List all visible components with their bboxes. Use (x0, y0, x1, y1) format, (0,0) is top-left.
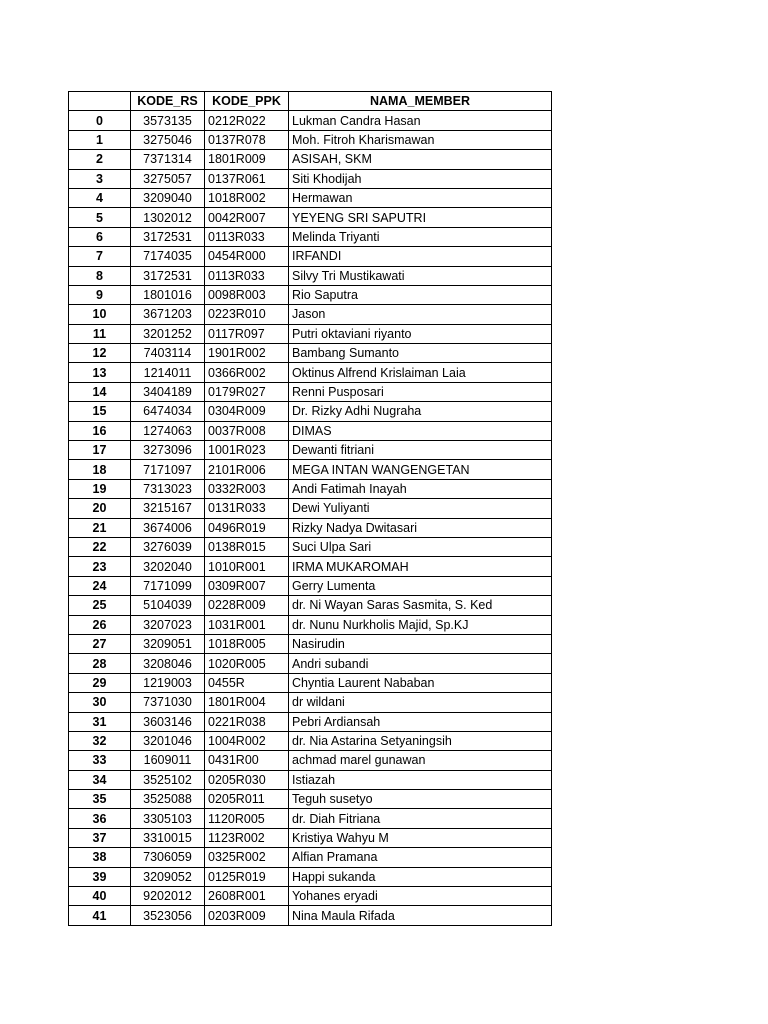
cell-index: 30 (69, 693, 131, 712)
table-row (69, 169, 552, 188)
table-row (69, 247, 552, 266)
cell-kode-rs: 7403114 (131, 344, 205, 363)
cell-kode-rs: 3209052 (131, 867, 205, 886)
cell-index: 9 (69, 285, 131, 304)
cell-kode-rs: 3209051 (131, 634, 205, 653)
cell-kode-rs: 5104039 (131, 596, 205, 615)
cell-index: 5 (69, 208, 131, 227)
cell-nama-member: Dewi Yuliyanti (289, 499, 552, 518)
cell-kode-ppk: 0137R061 (205, 169, 289, 188)
table-row (69, 266, 552, 285)
cell-index: 31 (69, 712, 131, 731)
cell-nama-member: dr wildani (289, 693, 552, 712)
cell-kode-ppk: 0496R019 (205, 518, 289, 537)
table-row (69, 285, 552, 304)
cell-index: 13 (69, 363, 131, 382)
cell-index: 34 (69, 770, 131, 789)
cell-kode-ppk: 0223R010 (205, 305, 289, 324)
cell-nama-member: Melinda Triyanti (289, 227, 552, 246)
cell-kode-rs: 7371030 (131, 693, 205, 712)
table-row (69, 227, 552, 246)
cell-nama-member: Happi sukanda (289, 867, 552, 886)
cell-nama-member: IRMA MUKAROMAH (289, 557, 552, 576)
table-row (69, 770, 552, 789)
cell-kode-rs: 3201252 (131, 324, 205, 343)
cell-kode-ppk: 0117R097 (205, 324, 289, 343)
cell-nama-member: dr. Nia Astarina Setyaningsih (289, 731, 552, 750)
cell-nama-member: Dewanti fitriani (289, 441, 552, 460)
header-kode-ppk: KODE_PPK (205, 92, 289, 111)
table-row (69, 557, 552, 576)
member-table (68, 91, 552, 926)
cell-nama-member: Andri subandi (289, 654, 552, 673)
cell-kode-rs: 3404189 (131, 382, 205, 401)
cell-nama-member: Suci Ulpa Sari (289, 537, 552, 556)
cell-kode-rs: 3215167 (131, 499, 205, 518)
cell-kode-rs: 1219003 (131, 673, 205, 692)
cell-kode-ppk: 0332R003 (205, 479, 289, 498)
cell-index: 33 (69, 751, 131, 770)
table-row (69, 654, 552, 673)
table-row (69, 460, 552, 479)
table-row (69, 751, 552, 770)
cell-nama-member: dr. Nunu Nurkholis Majid, Sp.KJ (289, 615, 552, 634)
cell-kode-rs: 3172531 (131, 266, 205, 285)
cell-index: 8 (69, 266, 131, 285)
cell-nama-member: Nasirudin (289, 634, 552, 653)
cell-nama-member: Silvy Tri Mustikawati (289, 266, 552, 285)
cell-kode-ppk: 1031R001 (205, 615, 289, 634)
cell-kode-rs: 3172531 (131, 227, 205, 246)
cell-nama-member: achmad marel gunawan (289, 751, 552, 770)
cell-kode-ppk: 0309R007 (205, 576, 289, 595)
cell-nama-member: Gerry Lumenta (289, 576, 552, 595)
cell-kode-rs: 3202040 (131, 557, 205, 576)
table-row (69, 188, 552, 207)
table-row (69, 790, 552, 809)
cell-nama-member: Oktinus Alfrend Krislaiman Laia (289, 363, 552, 382)
cell-nama-member: MEGA INTAN WANGENGETAN (289, 460, 552, 479)
cell-index: 40 (69, 887, 131, 906)
cell-index: 36 (69, 809, 131, 828)
cell-kode-rs: 1801016 (131, 285, 205, 304)
table-row (69, 537, 552, 556)
table-row (69, 130, 552, 149)
cell-kode-rs: 3273096 (131, 441, 205, 460)
table-row (69, 344, 552, 363)
cell-index: 11 (69, 324, 131, 343)
cell-nama-member: dr. Diah Fitriana (289, 809, 552, 828)
cell-kode-ppk: 1018R005 (205, 634, 289, 653)
table-row (69, 382, 552, 401)
cell-kode-ppk: 0205R011 (205, 790, 289, 809)
cell-kode-rs: 3671203 (131, 305, 205, 324)
table-row (69, 596, 552, 615)
cell-index: 6 (69, 227, 131, 246)
table-row (69, 402, 552, 421)
cell-kode-ppk: 0304R009 (205, 402, 289, 421)
table-row (69, 441, 552, 460)
cell-kode-ppk: 1004R002 (205, 731, 289, 750)
cell-index: 18 (69, 460, 131, 479)
cell-kode-rs: 3674006 (131, 518, 205, 537)
cell-nama-member: Jason (289, 305, 552, 324)
cell-kode-ppk: 1801R004 (205, 693, 289, 712)
cell-kode-rs: 3208046 (131, 654, 205, 673)
cell-kode-rs: 3305103 (131, 809, 205, 828)
cell-kode-ppk: 0138R015 (205, 537, 289, 556)
cell-index: 22 (69, 537, 131, 556)
cell-kode-ppk: 1018R002 (205, 188, 289, 207)
cell-kode-ppk: 0221R038 (205, 712, 289, 731)
table-row (69, 693, 552, 712)
cell-nama-member: YEYENG SRI SAPUTRI (289, 208, 552, 227)
table-row (69, 305, 552, 324)
cell-index: 38 (69, 848, 131, 867)
cell-kode-rs: 3275057 (131, 169, 205, 188)
cell-kode-ppk: 0366R002 (205, 363, 289, 382)
cell-nama-member: Moh. Fitroh Kharismawan (289, 130, 552, 149)
cell-index: 29 (69, 673, 131, 692)
cell-index: 24 (69, 576, 131, 595)
cell-nama-member: Dr. Rizky Adhi Nugraha (289, 402, 552, 421)
cell-kode-ppk: 0205R030 (205, 770, 289, 789)
cell-kode-ppk: 0228R009 (205, 596, 289, 615)
cell-index: 15 (69, 402, 131, 421)
cell-nama-member: ASISAH, SKM (289, 150, 552, 169)
cell-nama-member: Nina Maula Rifada (289, 906, 552, 925)
table-row (69, 421, 552, 440)
cell-kode-ppk: 0113R033 (205, 266, 289, 285)
cell-index: 32 (69, 731, 131, 750)
header-index (69, 92, 131, 111)
cell-kode-rs: 7174035 (131, 247, 205, 266)
cell-index: 25 (69, 596, 131, 615)
cell-kode-ppk: 0037R008 (205, 421, 289, 440)
cell-index: 19 (69, 479, 131, 498)
cell-index: 41 (69, 906, 131, 925)
cell-index: 39 (69, 867, 131, 886)
table-row (69, 499, 552, 518)
cell-index: 35 (69, 790, 131, 809)
cell-nama-member: DIMAS (289, 421, 552, 440)
table-row (69, 867, 552, 886)
table-header (69, 92, 552, 111)
cell-nama-member: Istiazah (289, 770, 552, 789)
cell-kode-ppk: 0431R00 (205, 751, 289, 770)
cell-kode-ppk: 0454R000 (205, 247, 289, 266)
cell-kode-rs: 3573135 (131, 111, 205, 130)
cell-index: 3 (69, 169, 131, 188)
cell-kode-rs: 3523056 (131, 906, 205, 925)
cell-kode-ppk: 1801R009 (205, 150, 289, 169)
cell-kode-ppk: 1001R023 (205, 441, 289, 460)
cell-kode-rs: 7306059 (131, 848, 205, 867)
cell-index: 7 (69, 247, 131, 266)
cell-kode-rs: 7371314 (131, 150, 205, 169)
cell-nama-member: Chyntia Laurent Nababan (289, 673, 552, 692)
cell-index: 12 (69, 344, 131, 363)
cell-kode-rs: 3310015 (131, 828, 205, 847)
cell-nama-member: Rizky Nadya Dwitasari (289, 518, 552, 537)
cell-kode-rs: 3209040 (131, 188, 205, 207)
table-row (69, 111, 552, 130)
cell-nama-member: Bambang Sumanto (289, 344, 552, 363)
cell-index: 0 (69, 111, 131, 130)
cell-kode-rs: 3276039 (131, 537, 205, 556)
cell-kode-rs: 6474034 (131, 402, 205, 421)
cell-kode-rs: 1609011 (131, 751, 205, 770)
cell-index: 21 (69, 518, 131, 537)
table-row (69, 518, 552, 537)
cell-kode-ppk: 1120R005 (205, 809, 289, 828)
cell-index: 17 (69, 441, 131, 460)
table-row (69, 809, 552, 828)
cell-kode-ppk: 1010R001 (205, 557, 289, 576)
cell-index: 1 (69, 130, 131, 149)
table-row (69, 828, 552, 847)
cell-nama-member: IRFANDI (289, 247, 552, 266)
cell-index: 27 (69, 634, 131, 653)
cell-kode-rs: 3275046 (131, 130, 205, 149)
cell-kode-ppk: 2101R006 (205, 460, 289, 479)
cell-index: 14 (69, 382, 131, 401)
cell-kode-rs: 7171097 (131, 460, 205, 479)
cell-kode-ppk: 1901R002 (205, 344, 289, 363)
table-row (69, 634, 552, 653)
cell-kode-rs: 7171099 (131, 576, 205, 595)
cell-kode-rs: 3201046 (131, 731, 205, 750)
header-row (69, 92, 552, 111)
cell-kode-ppk: 0203R009 (205, 906, 289, 925)
cell-kode-rs: 9202012 (131, 887, 205, 906)
cell-nama-member: dr. Ni Wayan Saras Sasmita, S. Ked (289, 596, 552, 615)
cell-index: 20 (69, 499, 131, 518)
cell-nama-member: Alfian Pramana (289, 848, 552, 867)
table-row (69, 150, 552, 169)
cell-kode-ppk: 0179R027 (205, 382, 289, 401)
cell-nama-member: Yohanes eryadi (289, 887, 552, 906)
cell-nama-member: Rio Saputra (289, 285, 552, 304)
header-nama-member: NAMA_MEMBER (289, 92, 552, 111)
cell-kode-rs: 3525102 (131, 770, 205, 789)
cell-kode-ppk: 1020R005 (205, 654, 289, 673)
cell-index: 28 (69, 654, 131, 673)
table-row (69, 576, 552, 595)
cell-nama-member: Putri oktaviani riyanto (289, 324, 552, 343)
table-row (69, 712, 552, 731)
table-row (69, 363, 552, 382)
cell-kode-ppk: 0125R019 (205, 867, 289, 886)
table-row (69, 731, 552, 750)
cell-index: 37 (69, 828, 131, 847)
cell-kode-rs: 1302012 (131, 208, 205, 227)
cell-nama-member: Renni Pusposari (289, 382, 552, 401)
cell-nama-member: Andi Fatimah Inayah (289, 479, 552, 498)
table-row (69, 887, 552, 906)
cell-kode-rs: 1214011 (131, 363, 205, 382)
table-row (69, 208, 552, 227)
cell-kode-ppk: 0098R003 (205, 285, 289, 304)
cell-kode-rs: 3603146 (131, 712, 205, 731)
cell-kode-rs: 3207023 (131, 615, 205, 634)
cell-index: 16 (69, 421, 131, 440)
table-row (69, 479, 552, 498)
cell-kode-ppk: 0042R007 (205, 208, 289, 227)
cell-kode-ppk: 0455R (205, 673, 289, 692)
table-row (69, 324, 552, 343)
table-body (69, 111, 552, 925)
cell-index: 26 (69, 615, 131, 634)
cell-index: 23 (69, 557, 131, 576)
table-row (69, 848, 552, 867)
cell-kode-ppk: 0325R002 (205, 848, 289, 867)
cell-kode-ppk: 0113R033 (205, 227, 289, 246)
cell-kode-ppk: 0212R022 (205, 111, 289, 130)
cell-kode-ppk: 2608R001 (205, 887, 289, 906)
cell-nama-member: Siti Khodijah (289, 169, 552, 188)
cell-kode-ppk: 1123R002 (205, 828, 289, 847)
cell-nama-member: Teguh susetyo (289, 790, 552, 809)
cell-kode-ppk: 0137R078 (205, 130, 289, 149)
cell-index: 2 (69, 150, 131, 169)
cell-kode-rs: 3525088 (131, 790, 205, 809)
cell-nama-member: Lukman Candra Hasan (289, 111, 552, 130)
cell-kode-rs: 1274063 (131, 421, 205, 440)
cell-kode-ppk: 0131R033 (205, 499, 289, 518)
cell-kode-rs: 7313023 (131, 479, 205, 498)
table-row (69, 906, 552, 925)
cell-nama-member: Kristiya Wahyu M (289, 828, 552, 847)
header-kode-rs: KODE_RS (131, 92, 205, 111)
cell-index: 10 (69, 305, 131, 324)
cell-index: 4 (69, 188, 131, 207)
table-row (69, 673, 552, 692)
cell-nama-member: Pebri Ardiansah (289, 712, 552, 731)
table-row (69, 615, 552, 634)
cell-nama-member: Hermawan (289, 188, 552, 207)
